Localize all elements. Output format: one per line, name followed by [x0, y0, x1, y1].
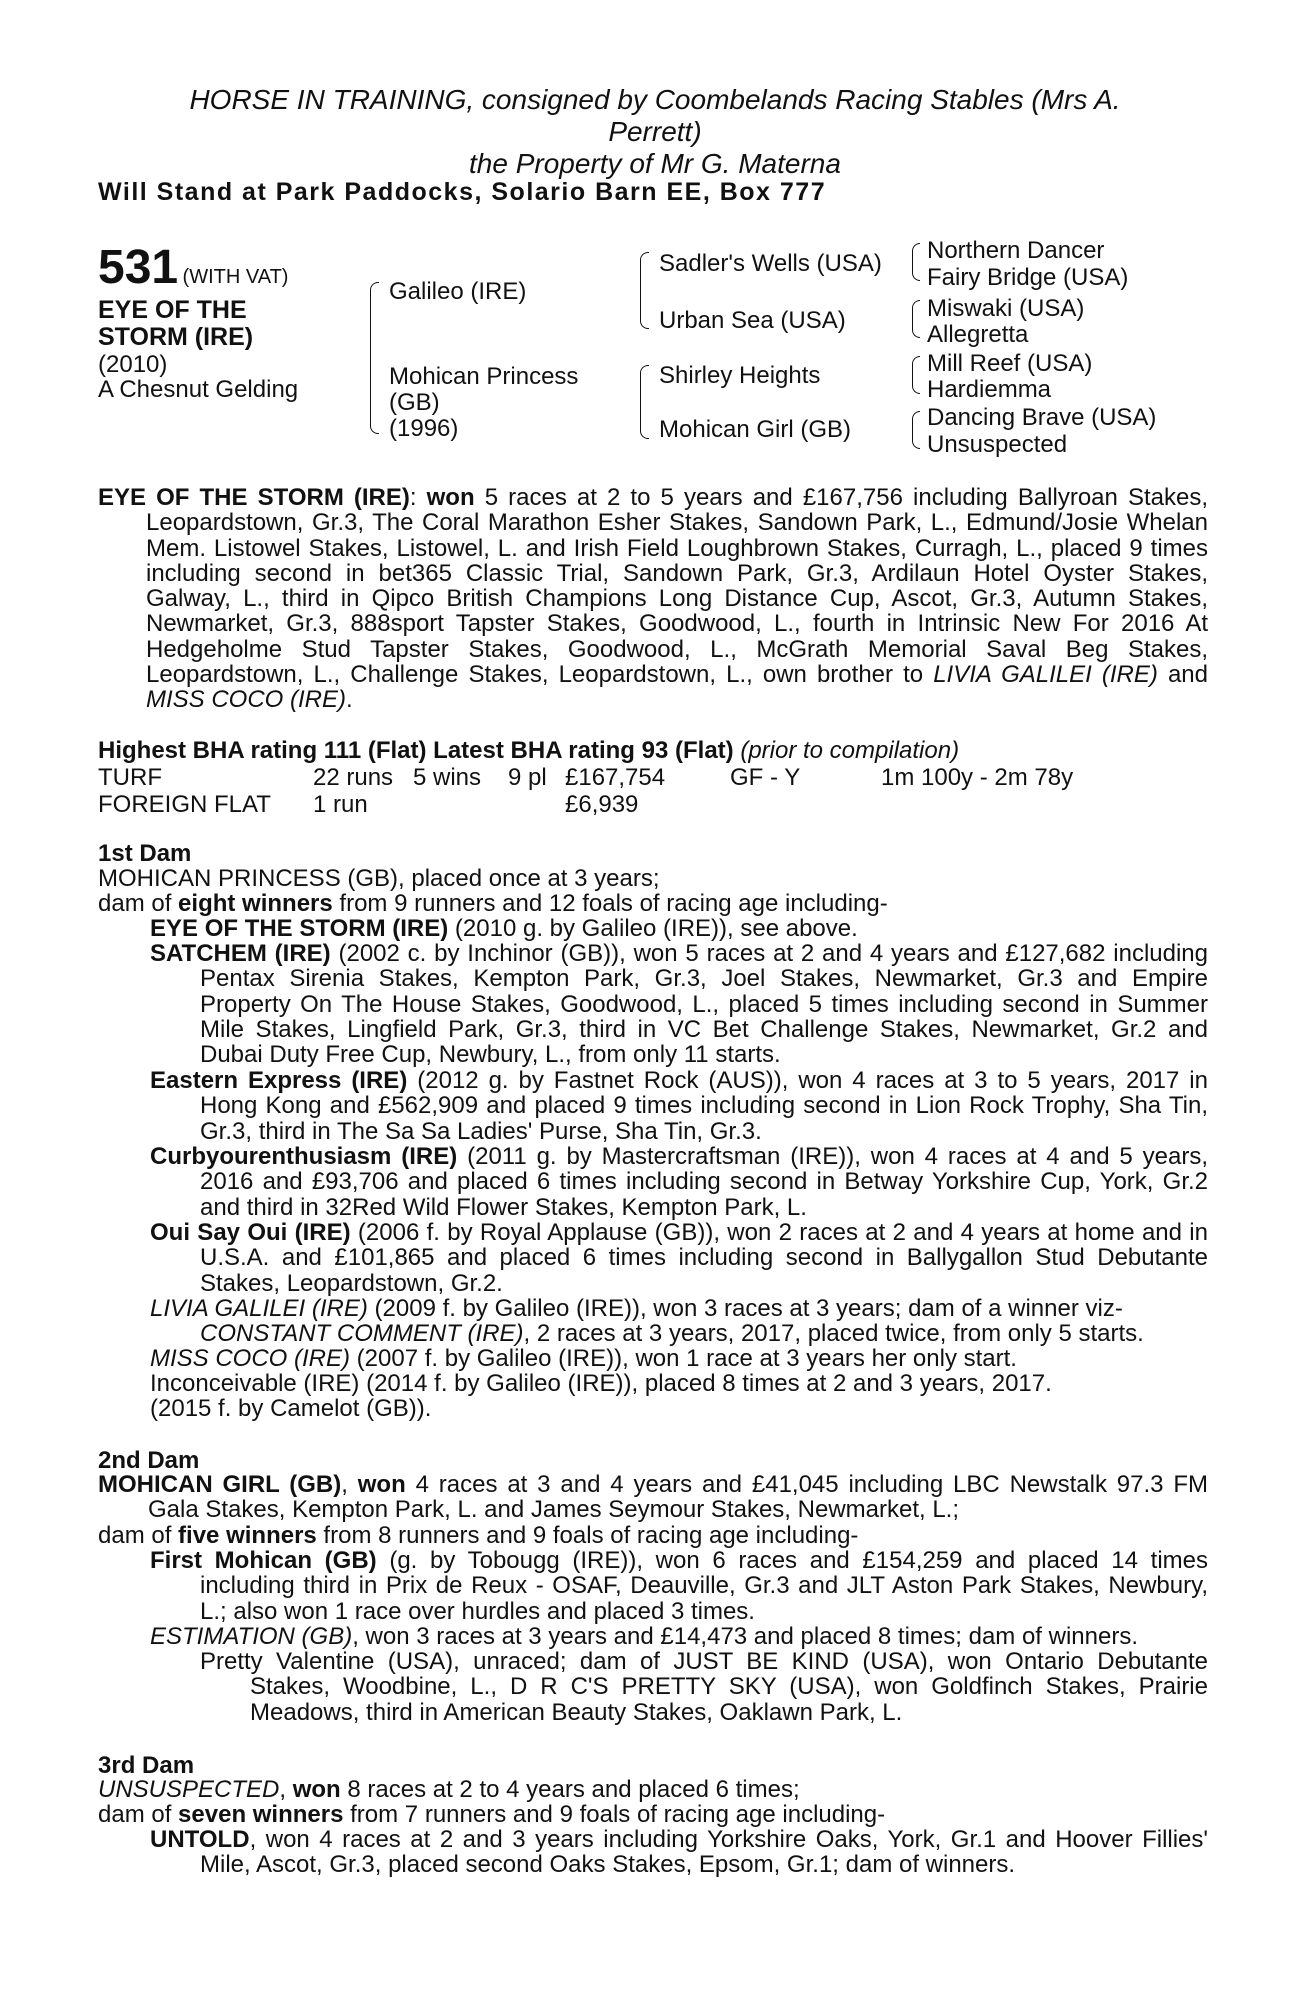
dam-sire: Shirley Heights — [659, 362, 821, 389]
stand-location: Will Stand at Park Paddocks, Solario Barn EE, Box 777 — [98, 178, 827, 206]
ggs-4: Dancing Brave (USA) — [927, 404, 1157, 431]
produce-entry: First Mohican (GB) (g. by Tobougg (IRE)), won 6 races and £154,259 and placed 14 times including third in Prix de Reux - OSAF, Deauville, Gr.3 and JLT Aston Park Stakes, Newbury, L.; also won 1 race over hurdles and placed 3 times. — [150, 1547, 1208, 1625]
bracket-g2 — [912, 300, 920, 338]
vat-note: (WITH VAT) — [182, 266, 289, 288]
pedigree-bracket-dam — [640, 365, 649, 439]
ggd-4: Unsuspected — [927, 431, 1068, 458]
first-dam-line: MOHICAN PRINCESS (GB), placed once at 3 years; — [98, 865, 660, 892]
produce-sub-entry: Pretty Valentine (USA), unraced; dam of JUST BE KIND (USA), won Ontario Debutante Stakes, Woodbine, L., D R C'S PRETTY SKY (USA), won Goldfinch Stakes, Prairie Meadows, third in American Beauty Stakes, Oaklawn Park, L. — [200, 1648, 1208, 1726]
second-dam-produce: dam of five winners from 8 runners and 9 foals of racing age including- — [98, 1522, 859, 1549]
produce-sub-entry: CONSTANT COMMENT (IRE), 2 races at 3 years, 2017, placed twice, from only 5 starts. — [200, 1320, 1144, 1347]
stats-row-foreign: FOREIGN FLAT 1 run £6,939 — [98, 791, 639, 818]
produce-entry: Inconceivable (IRE) (2014 f. by Galileo (IRE)), placed 8 times at 2 and 3 years, 2017. — [150, 1370, 1052, 1397]
race-record: EYE OF THE STORM (IRE): won 5 races at 2 to 5 years and £167,756 including Ballyroan Stakes, Leopardstown, Gr.3, The Coral Marathon Esher Stakes, Sandown Park, L., Edmund/Josie Whelan Mem. Listowel Stakes, Listowel, L. and Irish Field Loughbrown Stakes, Curragh, L., placed 9 times including second in bet365 Classic Trial, Sandown Park, Gr.3, Ardilaun Hotel Oyster Stakes, Galway, L., third in Qipco British Champions Long Distance Cup, Ascot, Gr.3, Autumn Stakes, Newmarket, Gr.3, 888sport Tapster Stakes, Goodwood, L., fourth in Intrinsic New For 2016 At Hedgeholme Stud Tapster Stakes, Goodwood, L., McGrath Memorial Saval Beg Stakes, Leopardstown, L., Challenge Stakes, Leopardstown, L., own brother to LIVIA GALILEI (IRE) and MISS COCO (IRE). — [98, 484, 1208, 714]
produce-entry: EYE OF THE STORM (IRE) (2010 g. by Galileo (IRE)), see above. — [150, 915, 858, 942]
sire: Galileo (IRE) — [389, 278, 527, 305]
consignor-line: HORSE IN TRAINING, consigned by Coombelands Racing Stables (Mrs A. — [189, 84, 1121, 115]
lot-heading — [98, 242, 288, 294]
horse-description: A Chesnut Gelding — [98, 376, 299, 403]
pedigree-bracket-main — [370, 282, 379, 434]
pedigree-bracket-sire — [640, 252, 649, 329]
produce-entry: SATCHEM (IRE) (2002 c. by Inchinor (GB)), won 5 races at 2 and 4 years and £127,682 including Pentax Sirenia Stakes, Kempton Park, Gr.3, Joel Stakes, Newmarket, Gr.3 and Empire Property On The House Stakes, Goodwood, L., placed 5 times including second in Summer Mile Stakes, Lingfield Park, Gr.3, third in VC Bet Challenge Stakes, Newmarket, Gr.2 and Dubai Duty Free Cup, Newbury, L., from only 11 starts. — [150, 940, 1209, 1069]
sire-sire: Sadler's Wells (USA) — [659, 250, 882, 277]
third-dam-produce: dam of seven winners from 7 runners and 9 foals of racing age including- — [98, 1801, 886, 1828]
second-dam-heading: 2nd Dam — [98, 1447, 200, 1474]
consignor-line-cont: Perrett) — [608, 116, 702, 147]
produce-entry: UNTOLD, won 4 races at 2 and 3 years including Yorkshire Oaks, York, Gr.1 and Hoover Fillies' Mile, Ascot, Gr.3, placed second Oaks Stakes, Epsom, Gr.1; dam of winners. — [150, 1826, 1208, 1879]
ggd-1: Fairy Bridge (USA) — [927, 264, 1129, 291]
sire-dam: Urban Sea (USA) — [659, 307, 846, 334]
second-dam-line: MOHICAN GIRL (GB), won 4 races at 3 and 4 years and £41,045 including LBC Newstalk 97.3 FM Gala Stakes, Kempton Park, L. and James Seymour Stakes, Newmarket, L.; — [98, 1471, 1208, 1524]
first-dam-heading: 1st Dam — [98, 840, 192, 867]
ggs-1: Northern Dancer — [927, 237, 1105, 264]
lot-number: 531 — [98, 241, 179, 294]
dam-year: (1996) — [389, 415, 459, 442]
horse-name-line1: EYE OF THE — [98, 296, 247, 324]
produce-entry: ESTIMATION (GB), won 3 races at 3 years and £14,473 and placed 8 times; dam of winners. — [150, 1623, 1139, 1650]
dam-country: (GB) — [389, 389, 440, 416]
produce-entry: Oui Say Oui (IRE) (2006 f. by Royal Applause (GB)), won 2 races at 2 and 4 years at home and in U.S.A. and £101,865 and placed 6 times including second in Ballygallon Stud Debutante Stakes, Leopardstown, Gr.2. — [150, 1219, 1208, 1297]
ggs-2: Miswaki (USA) — [927, 295, 1085, 322]
ggd-3: Hardiemma — [927, 376, 1052, 403]
dam-dam: Mohican Girl (GB) — [659, 416, 852, 443]
bracket-g4 — [912, 411, 920, 449]
bracket-g3 — [912, 356, 920, 394]
produce-entry: Eastern Express (IRE) (2012 g. by Fastnet Rock (AUS)), won 4 races at 3 to 5 years, 2017 in Hong Kong and £562,909 and placed 9 times including second in Lion Rock Trophy, Sha Tin, Gr.3, third in The Sa Sa Ladies' Purse, Sha Tin, Gr.3. — [150, 1067, 1208, 1145]
ggd-2: Allegretta — [927, 321, 1029, 348]
first-dam-produce: dam of eight winners from 9 runners and 12 foals of racing age including- — [98, 890, 888, 917]
produce-entry: LIVIA GALILEI (IRE) (2009 f. by Galileo (IRE)), won 3 races at 3 years; dam of a winner viz- — [150, 1295, 1123, 1322]
horse-name-line2: STORM (IRE) — [98, 323, 254, 351]
third-dam-line: UNSUSPECTED, won 8 races at 2 to 4 years and placed 6 times; — [98, 1776, 800, 1803]
bracket-g1 — [912, 243, 920, 281]
produce-entry: (2015 f. by Camelot (GB)). — [150, 1395, 432, 1422]
produce-entry: MISS COCO (IRE) (2007 f. by Galileo (IRE)), won 1 race at 3 years her only start. — [150, 1345, 1017, 1372]
foaling-year: (2010) — [98, 351, 168, 378]
owner-line: the Property of Mr G. Materna — [469, 148, 841, 179]
stats-row-turf: TURF 22 runs 5 wins 9 pl £167,754 GF - Y 1m 100y - 2m 78y — [98, 764, 1074, 791]
dam: Mohican Princess — [389, 363, 579, 390]
produce-entry: Curbyourenthusiasm (IRE) (2011 g. by Mastercraftsman (IRE)), won 4 races at 4 and 5 years, 2016 and £93,706 and placed 6 times including second in Betway Yorkshire Cup, York, Gr.2 and third in 32Red Wild Flower Stakes, Kempton Park, L. — [150, 1143, 1209, 1221]
ggs-3: Mill Reef (USA) — [927, 350, 1093, 377]
bha-rating: Highest BHA rating 111 (Flat) Latest BHA rating 93 (Flat) (prior to compilation) — [98, 737, 960, 764]
third-dam-heading: 3rd Dam — [98, 1752, 195, 1779]
stats-table — [98, 764, 1073, 818]
